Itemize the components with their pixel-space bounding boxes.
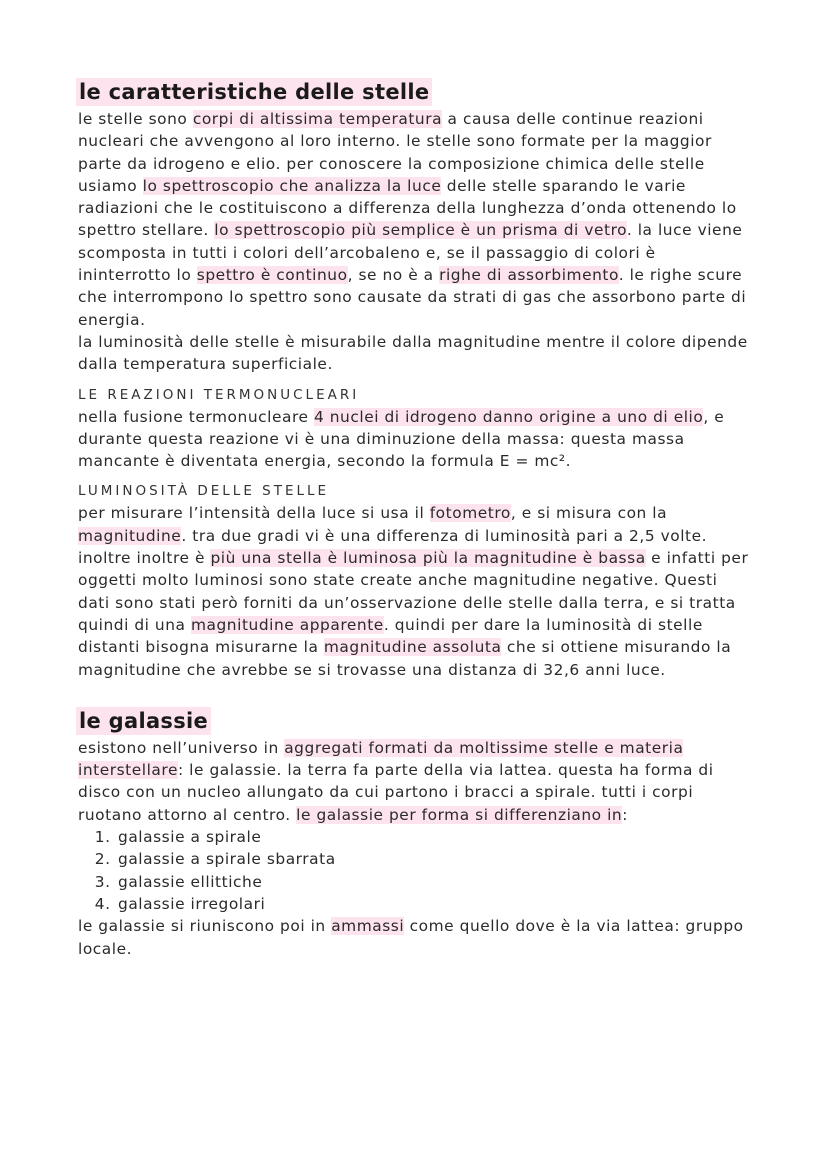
text-segment: delle stelle sparando le varie radiazioni che le costituiscono a differenza della lunghezza d’onda ottenendo lo spettro stellare. [78, 176, 737, 240]
highlighted-text: righe di assorbimento [439, 266, 619, 285]
paragraph-galaxies [78, 737, 754, 826]
highlighted-text: aggregati formati da moltissime stelle e materia interstellare [78, 738, 684, 780]
text-segment: le galassie si riuniscono poi in [78, 917, 332, 936]
title-galaxies: le galassie [76, 707, 211, 735]
text-segment: esistono nell’universo in [78, 738, 285, 757]
subtitle-star-luminosity: LUMINOSITÀ DELLE STELLE [78, 483, 330, 500]
text-segment: nella fusione termonucleare [78, 407, 314, 426]
text-segment: . tra due gradi vi è una differenza di luminosità pari a 2,5 volte. inoltre inoltre è [78, 526, 708, 568]
highlighted-text: fotometro [429, 504, 511, 523]
text-segment: . la luce viene scomposta in tutti i colori dell’arcobaleno e, se il passaggio di colori è ininterrotto lo [78, 221, 743, 285]
highlighted-text: magnitudine [78, 526, 182, 545]
text-segment: le stelle sono [78, 110, 193, 128]
highlighted-text: corpi di altissima temperatura [192, 110, 443, 128]
galaxy-types-list [78, 826, 754, 915]
highlighted-text: lo spettroscopio che analizza la luce [142, 176, 442, 195]
highlighted-text: 4 nuclei di idrogeno danno origine a uno di elio [313, 407, 704, 426]
highlighted-text: spettro è continuo [196, 266, 348, 285]
highlighted-text: magnitudine assoluta [323, 638, 502, 657]
highlighted-text: ammassi [331, 917, 405, 936]
paragraph-star-luminosity-color [78, 331, 754, 376]
list-item: 2. galassie a spirale sbarrata [116, 848, 754, 870]
highlighted-text: le galassie per forma si differenziano in [296, 805, 623, 824]
text-segment: . le righe scure che interrompono lo spettro sono causate da strati di gas che assorbono parte di energia. [78, 266, 747, 329]
text-segment: come quello dove è la via lattea: gruppo locale. [78, 917, 744, 958]
subtitle-thermonuclear-reactions: LE REAZIONI TERMONUCLEARI [78, 386, 360, 403]
paragraph-star-composition [78, 108, 754, 331]
list-item: 4. galassie irregolari [116, 893, 754, 915]
text-segment: , e si misura con la [510, 504, 668, 523]
text-segment: che si ottiene misurando la magnitudine che avrebbe se si trovasse una distanza di 32,6 anni luce. [78, 638, 732, 679]
list-item: 3. galassie ellittiche [116, 871, 754, 893]
highlighted-text: più una stella è luminosa più la magnitudine è bassa [210, 549, 646, 568]
text-segment: , se no è a [347, 266, 440, 285]
text-segment: la luminosità delle stelle è misurabile dalla magnitudine mentre il colore dipende dalla temperatura superficiale. [78, 332, 748, 374]
highlighted-text: magnitudine apparente [190, 615, 384, 634]
list-item: 1. galassie a spirale [116, 826, 754, 848]
paragraph-galaxy-clusters [78, 915, 754, 960]
highlighted-text: lo spettroscopio più semplice è un prisma di vetro [214, 221, 627, 240]
text-segment: : le galassie. la terra fa parte della via lattea. questa ha forma di disco con un nucleo allungato da cui partono i bracci a spirale. tutti i corpi ruotano attorno al centro. [78, 761, 714, 824]
text-segment: . quindi per dare la luminosità di stelle distanti bisogna misurarne la [78, 615, 703, 657]
text-segment: : [622, 805, 628, 824]
text-segment: e infatti per oggetti molto luminosi sono state create anche magnitudine negative. Questi dati sono stati però forniti da un’osservazione delle stelle dalla terra, e si tratta quindi di una [78, 549, 749, 634]
text-segment: per misurare l’intensità della luce si usa il [78, 504, 430, 523]
text-segment: a causa delle continue reazioni nucleari che avvengono al loro interno. le stelle sono formate per la maggior parte da idrogeno e elio. per conoscere la composizione chimica delle stelle usiamo [78, 110, 712, 195]
notes-content [78, 78, 754, 960]
paragraph-thermonuclear-fusion [78, 406, 754, 473]
title-star-characteristics: le caratteristiche delle stelle [76, 78, 432, 106]
text-segment: , e durante questa reazione vi è una diminuzione della massa: questa massa mancante è diventata energia, secondo la formula E = mc². [78, 407, 725, 471]
paragraph-magnitude [78, 502, 754, 680]
